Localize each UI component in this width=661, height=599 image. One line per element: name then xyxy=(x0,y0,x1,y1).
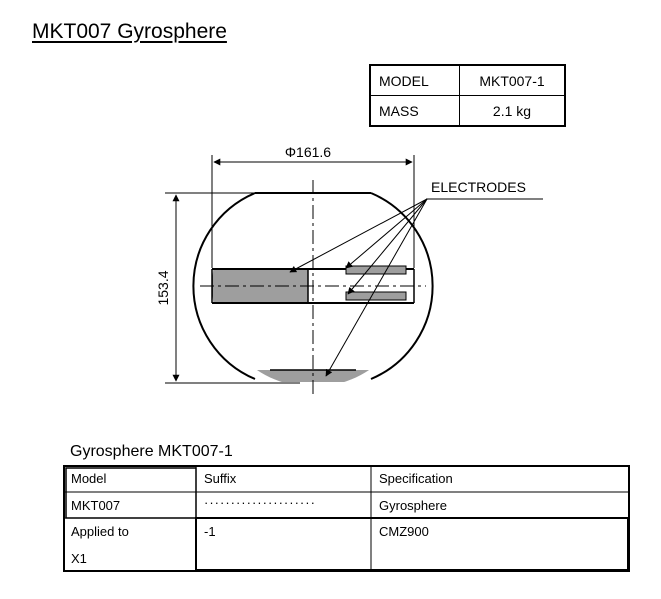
height-label: 153.4 xyxy=(155,270,171,306)
sphere-body xyxy=(200,193,430,382)
row2-x: X1 xyxy=(71,551,87,566)
header-suffix: Suffix xyxy=(204,471,237,486)
row1-suffix-dots: ····················· xyxy=(204,495,316,510)
spec-value: 2.1 kg xyxy=(460,96,566,127)
row2-suffix: -1 xyxy=(204,524,216,539)
header-specification: Specification xyxy=(379,471,453,486)
product-table xyxy=(63,465,630,572)
electrode-right-bottom xyxy=(346,292,406,300)
header-model: Model xyxy=(71,471,107,486)
row1-specification: Gyrosphere xyxy=(379,498,447,513)
electrodes-label: ELECTRODES xyxy=(431,179,526,195)
spec-key: MASS xyxy=(370,96,460,127)
spec-key: MODEL xyxy=(370,65,460,96)
product-title: Gyrosphere MKT007-1 xyxy=(70,443,233,460)
row2-specification: CMZ900 xyxy=(379,524,429,539)
electrode-right-top xyxy=(346,266,406,274)
page-title: MKT007 Gyrosphere xyxy=(32,20,227,43)
row2-applied-to: Applied to xyxy=(71,524,129,539)
product-table-grid xyxy=(63,465,630,572)
spec-value: MKT007-1 xyxy=(460,65,566,96)
row1-model: MKT007 xyxy=(71,498,121,513)
diameter-label: Φ161.6 xyxy=(284,144,332,160)
electrode-bottom xyxy=(200,370,430,382)
